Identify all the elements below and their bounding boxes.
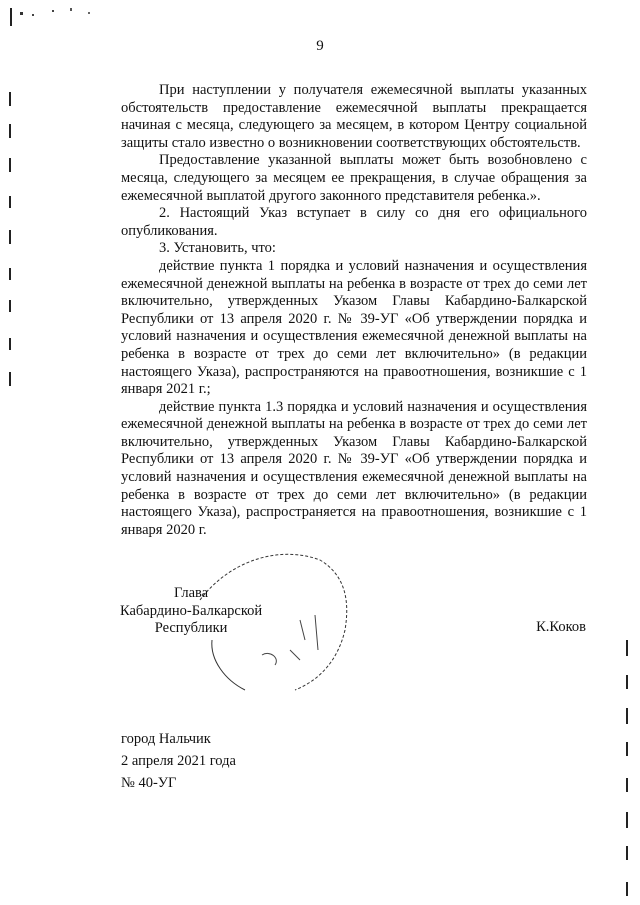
paragraph: Предоставление указанной выплаты может быть возобновлено с месяца, следующего за месяцем ее прекращения, в случае обращения за ежемесячной выплатой другого законного представителя ребенка.».	[121, 152, 587, 204]
document-footer	[121, 728, 236, 794]
signature-block	[120, 585, 262, 638]
signer-title-line: Глава	[174, 585, 209, 601]
paragraph: 2. Настоящий Указ вступает в силу со дня его официального опубликования.	[121, 205, 587, 239]
footer-number: № 40-УГ	[121, 775, 177, 791]
page-number: 9	[316, 38, 324, 54]
footer-city: город Нальчик	[121, 731, 211, 747]
signer-name: К.Коков	[536, 619, 586, 635]
paragraph: действие пункта 1.3 порядка и условий назначения и осуществления ежемесячной денежной выплаты на ребенка в возрасте от трех до семи лет включительно, утвержденных Указом Главы Кабардино-Балкарской Республики от 13 апреля 2020 г. № 39-УГ «Об утверждении порядка и условий назначения и осуществления ежемесячной денежной выплаты на ребенка в возрасте от трех до семи лет включительно» (в редакции настоящего Указа), распространяется на правоотношения, возникшие с 1 января 2020 г.	[121, 398, 587, 538]
paragraph: При наступлении у получателя ежемесячной выплаты указанных обстоятельств предоставление ежемесячной выплаты прекращается начиная с месяца, следующего за месяцем, в котором Центру социальной защиты стало известно о возникновении соответствующих обстоятельств.	[121, 82, 587, 151]
paragraph: действие пункта 1 порядка и условий назначения и осуществления ежемесячной денежной выплаты на ребенка в возрасте от трех до семи лет включительно, утвержденных Указом Главы Кабардино-Балкарской Республики от 13 апреля 2020 г. № 39-УГ «Об утверждении порядка и условий назначения и осуществления ежемесячной денежной выплаты на ребенка в возрасте от трех до семи лет включительно» (в редакции настоящего Указа), распространяются на правоотношения, возникшие с 1 января 2021 г.;	[121, 257, 587, 398]
footer-date: 2 апреля 2021 года	[121, 753, 236, 769]
signer-title-line: Кабардино-Балкарской	[120, 602, 263, 619]
paragraph: 3. Установить, что:	[159, 240, 276, 257]
signer-title-line: Республики	[154, 620, 228, 637]
